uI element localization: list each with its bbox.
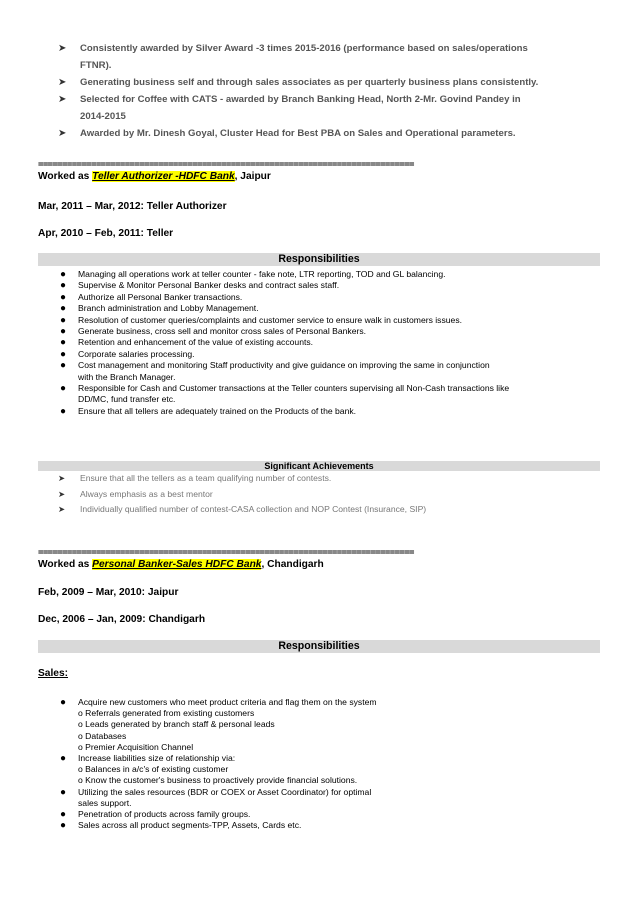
- job-period: Feb, 2009 – Mar, 2010: Jaipur: [38, 587, 179, 598]
- bullet-dot-icon: ●: [60, 303, 67, 315]
- arrow-bullet-icon: ➤: [58, 77, 67, 88]
- list-item: ● Ensure that all tellers are adequately trained on the Products of the bank.: [60, 405, 357, 417]
- achievements-list: [58, 471, 598, 518]
- top-awards-list: [58, 40, 593, 142]
- list-item: ● Penetration of products across family groups.: [60, 809, 251, 821]
- bullet-dot-icon: ●: [60, 269, 67, 280]
- award-item: ➤ Awarded by Mr. Dinesh Goyal, Cluster Head for Best PBA on Sales and Operational parameters.: [58, 125, 593, 142]
- arrow-bullet-icon: ➤: [58, 94, 67, 105]
- sales-list: [58, 697, 603, 831]
- arrow-bullet-icon: ➤: [58, 473, 66, 483]
- list-item: ● Cost management and monitoring Staff productivity and give guidance on improving the same in conjunction with the Branch Manager.: [60, 360, 490, 382]
- bullet-dot-icon: ●: [60, 314, 67, 326]
- job-title-highlight: Personal Banker-Sales HDFC Bank: [92, 559, 262, 570]
- bullet-dot-icon: ●: [60, 786, 67, 798]
- arrow-bullet-icon: ➤: [58, 43, 67, 54]
- job-title-line: Worked as Teller Authorizer -HDFC Bank, Jaipur: [38, 171, 271, 182]
- list-item: ➤ Ensure that all the tellers as a team qualifying number of contests.: [58, 471, 598, 487]
- sales-label: Sales:: [38, 668, 69, 679]
- list-item: ● Acquire new customers who meet product criteria and flag them on the system o Referrals generated from existing customers o Leads generated by branch staff & personal leads o Databases o Premier Acquisition Channel: [60, 697, 377, 752]
- award-item: ➤ Selected for Coffee with CATS - awarded by Branch Banking Head, North 2-Mr. Govind Pandey in 2014-2015: [58, 91, 593, 125]
- arrow-bullet-icon: ➤: [58, 504, 66, 514]
- list-item: ● Retention and enhancement of the value of existing accounts.: [60, 337, 314, 349]
- list-item: ● Resolution of customer queries/complaints and customer service to ensure walk in customers issues.: [60, 314, 463, 326]
- bullet-dot-icon: ●: [60, 383, 67, 395]
- list-item: ● Managing all operations work at teller counter - fake note, LTR reporting, TOD and GL balancing.: [60, 269, 446, 280]
- bullet-dot-icon: ●: [60, 280, 67, 292]
- arrow-bullet-icon: ➤: [58, 128, 67, 139]
- achievements-heading: Significant Achievements: [38, 461, 600, 471]
- bullet-dot-icon: ●: [60, 337, 67, 349]
- job-period: Dec, 2006 – Jan, 2009: Chandigarh: [38, 614, 206, 625]
- bullet-dot-icon: ●: [60, 405, 67, 417]
- list-item: ● Sales across all product segments-TPP, Assets, Cards etc.: [60, 820, 302, 832]
- bullet-dot-icon: ●: [60, 820, 67, 832]
- arrow-bullet-icon: ➤: [58, 488, 66, 499]
- list-item: ● Generate business, cross sell and monitor cross sales of Personal Bankers.: [60, 326, 367, 338]
- bullet-dot-icon: ●: [60, 809, 67, 821]
- bullet-dot-icon: ●: [60, 348, 67, 360]
- list-item: ● Authorize all Personal Banker transactions.: [60, 291, 243, 303]
- bullet-dot-icon: ●: [60, 291, 67, 303]
- list-item: ● Utilizing the sales resources (BDR or COEX or Asset Coordinator) for optimal sales support.: [60, 786, 372, 808]
- list-item: ● Responsible for Cash and Customer transactions at the Teller counters supervising all Non-Cash transactions like DD/MC, fund transfer etc.: [60, 383, 510, 405]
- responsibilities-list: [58, 269, 603, 417]
- list-item: ● Branch administration and Lobby Management.: [60, 303, 259, 315]
- award-item: ➤ Generating business self and through sales associates as per quarterly business plans consistently.: [58, 74, 593, 91]
- list-item: ● Supervise & Monitor Personal Banker desks and contract sales staff.: [60, 280, 340, 292]
- award-item: ➤ Consistently awarded by Silver Award -3 times 2015-2016 (performance based on sales/operations FTNR).: [58, 40, 593, 74]
- job-period: Apr, 2010 – Feb, 2011: Teller: [38, 228, 174, 239]
- list-item: ➤ Always emphasis as a best mentor: [58, 487, 598, 503]
- section-separator: ==============================================================================: [38, 548, 414, 558]
- bullet-dot-icon: ●: [60, 326, 67, 338]
- bullet-dot-icon: ●: [60, 753, 67, 765]
- responsibilities-heading: Responsibilities: [38, 640, 600, 653]
- list-item: ➤ Individually qualified number of contest-CASA collection and NOP Contest (Insurance, SIP): [58, 502, 598, 518]
- section-separator: ==============================================================================: [38, 160, 414, 170]
- list-item: ● Increase liabilities size of relationship via: o Balances in a/c's of existing customer o Know the customer's business to proactively provide financial solutions.: [60, 753, 358, 786]
- responsibilities-heading: Responsibilities: [38, 253, 600, 266]
- job-title-highlight: Teller Authorizer -HDFC Bank: [92, 171, 235, 182]
- bullet-dot-icon: ●: [60, 697, 67, 708]
- list-item: ● Corporate salaries processing.: [60, 348, 195, 360]
- job-period: Mar, 2011 – Mar, 2012: Teller Authorizer: [38, 201, 227, 212]
- bullet-dot-icon: ●: [60, 360, 67, 372]
- job-title-line: Worked as Personal Banker-Sales HDFC Bank, Chandigarh: [38, 559, 324, 570]
